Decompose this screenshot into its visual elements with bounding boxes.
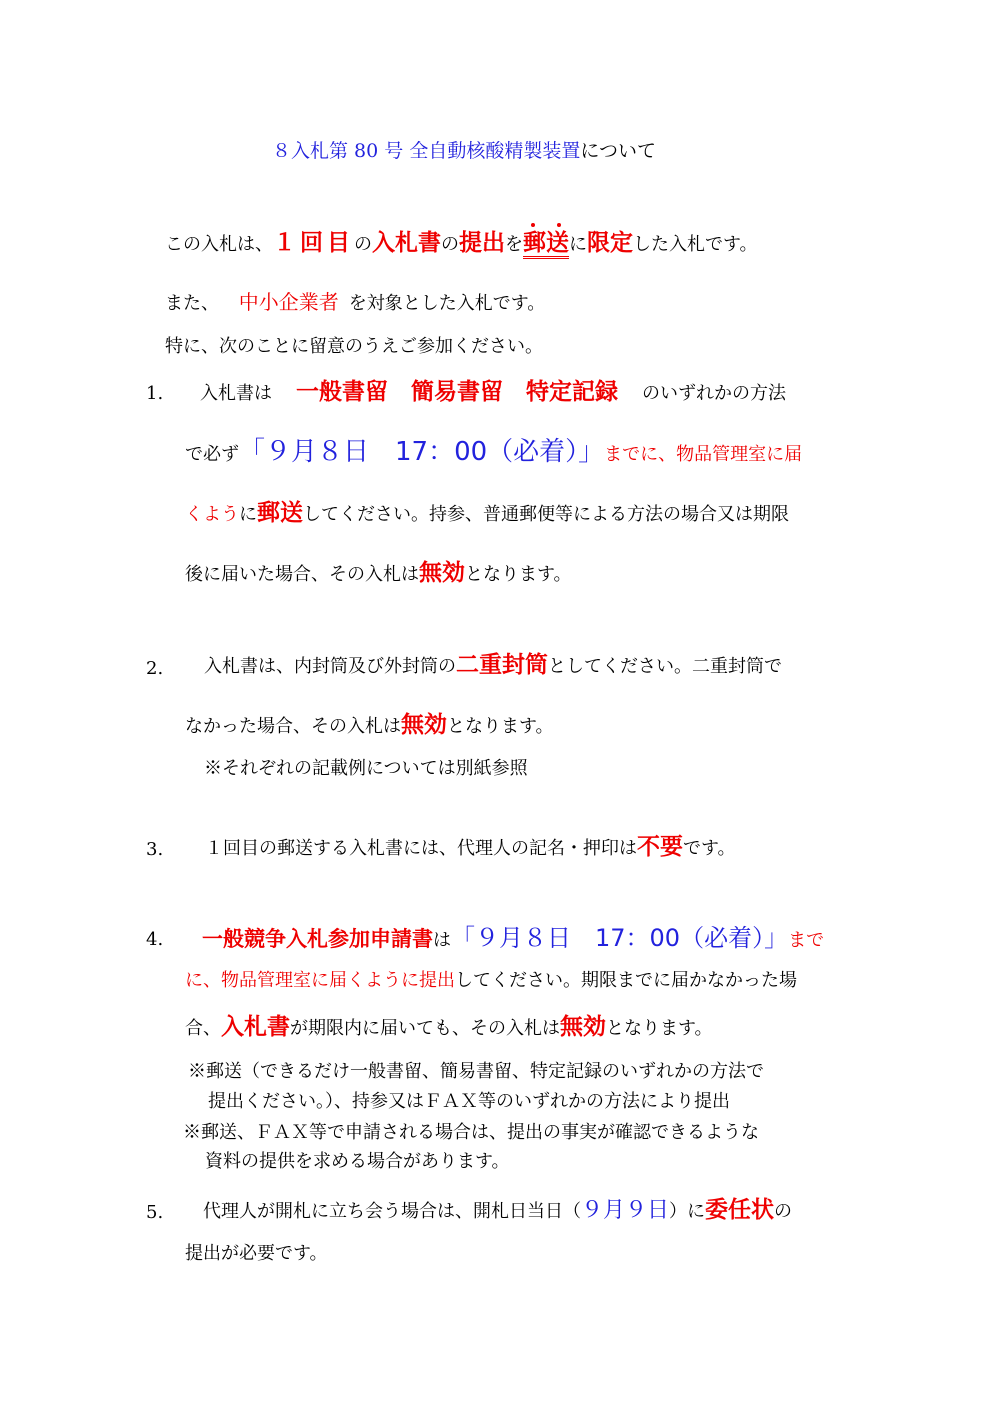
item-4-note-3: ※郵送、ＦＡＸ等で申請される場合は、提出の事実が確認できるような <box>183 1122 759 1143</box>
mail-emphasis <box>523 232 569 259</box>
item-text: が期限内に届いても、その入札は <box>290 1018 560 1039</box>
item-3-number: 3. <box>146 839 164 860</box>
double-envelope-emphasis: 二重封筒 <box>456 652 548 678</box>
item-text: としてください。二重封筒で <box>548 656 782 677</box>
item-1-number: 1. <box>146 383 164 404</box>
item-text: に <box>239 504 257 525</box>
application-form-emphasis: 一般競争入札参加申請書 <box>202 927 433 951</box>
mail-emphasis: 郵送 <box>257 500 303 526</box>
item-text: 入札書は、内封筒及び外封筒の <box>204 656 456 677</box>
item-text: 入札書は <box>200 383 272 404</box>
item-5-line-2: 提出が必要です。 <box>185 1243 328 1264</box>
item-4-line-3 <box>185 1016 713 1039</box>
item-4-note-1: ※郵送（できるだけ一般書留、簡易書留、特定記録のいずれかの方法で <box>188 1061 764 1082</box>
item-text: なかった場合、その入札は <box>185 716 401 737</box>
item-text: の <box>774 1201 793 1222</box>
page-title <box>272 142 656 161</box>
item-text: となります。 <box>606 1018 713 1039</box>
item-2-line-2 <box>185 714 554 737</box>
deadline-note: までに、物品管理室に届 <box>604 444 803 465</box>
invalid-emphasis: 無効 <box>401 712 447 738</box>
deadline-note: に、物品管理室に届くように提出 <box>185 970 455 991</box>
item-4-number: 4. <box>146 929 164 950</box>
item-4-line-1 <box>202 926 824 950</box>
item-text: してください。期限までに届かなかった場 <box>455 970 797 991</box>
item-5-number: 5. <box>146 1202 164 1223</box>
item-4-line-2 <box>185 972 797 990</box>
bid-document-emphasis: 入札書 <box>221 1014 290 1040</box>
item-text: １回目の郵送する入札書には、代理人の記名・押印は <box>205 838 637 859</box>
item-text: 代理人が開札に立ち会う場合は、開札日当日（ <box>203 1201 581 1222</box>
limited-emphasis: 限定 <box>587 230 633 256</box>
item-3-line-1 <box>205 836 736 859</box>
item-2-line-1 <box>204 654 782 677</box>
item-text: ）に <box>669 1201 706 1222</box>
intro-text: また、 <box>165 293 219 314</box>
deadline-1 <box>239 437 604 467</box>
item-text: は <box>433 930 451 951</box>
item-1-line-1 <box>200 381 786 404</box>
intro-line-3 <box>165 338 543 356</box>
intro-text: を対象とした入札です。 <box>348 293 546 314</box>
item-text: 合、 <box>185 1018 221 1039</box>
invalid-emphasis: 無効 <box>419 560 465 586</box>
sme-emphasis: 中小企業者 <box>238 290 339 314</box>
intro-line-2 <box>165 292 545 313</box>
deadline-note: まで <box>788 930 825 951</box>
first-round-emphasis: １回目 <box>273 230 354 256</box>
item-text: です。 <box>683 838 736 859</box>
opening-date: ９月９日 <box>581 1198 670 1223</box>
item-text: で必ず <box>185 444 239 465</box>
item-2-note: ※それぞれの記載例については別紙参照 <box>204 758 528 779</box>
item-1-line-4 <box>185 562 572 585</box>
item-text: となります。 <box>447 716 554 737</box>
intro-text: に <box>569 234 587 255</box>
submission-emphasis: 提出 <box>459 230 505 256</box>
title-suffix: について <box>580 140 656 162</box>
item-4-note-4: 資料の提供を求める場合があります。 <box>205 1151 510 1172</box>
emphasis-dot <box>557 223 561 227</box>
not-required-emphasis: 不要 <box>637 834 683 860</box>
intro-text: した入札です。 <box>633 234 758 255</box>
item-text: 後に届いた場合、その入札は <box>185 564 419 585</box>
item-2-number: 2. <box>146 658 164 679</box>
intro-text: 特に、次のことに留意のうえご参加ください。 <box>165 336 543 357</box>
invalid-emphasis: 無効 <box>560 1014 606 1040</box>
power-of-attorney-emphasis: 委任状 <box>705 1197 775 1223</box>
intro-text: の <box>441 234 459 255</box>
deadline-note: くよう <box>185 504 239 525</box>
item-text: となります。 <box>465 564 572 585</box>
emphasis-dot <box>531 223 535 227</box>
item-text: してください。持参、普通郵便等による方法の場合又は期限 <box>303 504 789 525</box>
intro-text: この入札は、 <box>165 234 273 255</box>
item-4-note-2: 提出ください。）、持参又はＦＡＸ等のいずれかの方法により提出 <box>208 1091 730 1112</box>
intro-text: の <box>354 234 372 255</box>
item-5-line-1 <box>203 1199 792 1222</box>
item-1-line-3 <box>185 502 789 525</box>
intro-line-1 <box>165 232 758 259</box>
title-prefix: ８入札第 80 号 <box>272 140 404 162</box>
intro-text: を <box>505 234 523 255</box>
deadline-2: 「９月８日 17：00（必着）」 <box>451 924 789 952</box>
item-1-line-2 <box>185 439 802 465</box>
title-name: 全自動核酸精製装置 <box>409 140 581 162</box>
registered-mail-types: 一般書留 簡易書留 特定記録 <box>296 379 618 405</box>
bid-document-emphasis: 入札書 <box>372 230 441 256</box>
deadline-text: 「９月８日 17：00（必着）」 <box>239 437 605 467</box>
item-text: のいずれかの方法 <box>642 383 786 404</box>
mail-text: 郵送 <box>523 230 569 256</box>
